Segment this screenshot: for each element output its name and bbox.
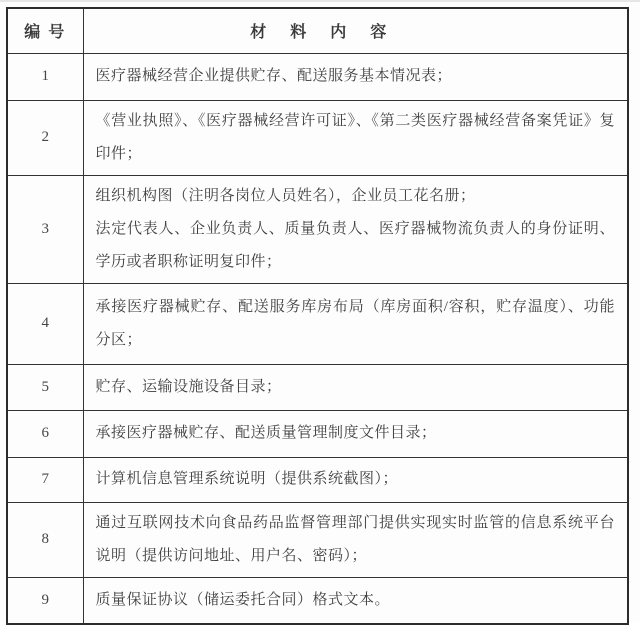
- table-row: [7, 53, 628, 100]
- row-number: 2: [7, 100, 83, 175]
- row-paragraph: 通过互联网技术向食品药品监督管理部门提供实现实时监管的信息系统平台说明（提供访问地址、用户名、密码）；: [95, 514, 615, 564]
- row-number: 9: [7, 577, 83, 624]
- row-number: 6: [7, 410, 83, 457]
- table-row: [7, 175, 628, 283]
- row-paragraph: 质量保证协议（储运委托合同）格式文本。: [95, 591, 391, 608]
- row-content: [83, 577, 628, 624]
- scan-artifact: [0, 0, 640, 2]
- row-content: [83, 53, 628, 100]
- row-content: [83, 283, 628, 364]
- row-paragraph: 承接医疗器械贮存、配送服务库房布局（库房面积/容积，贮存温度）、功能分区；: [95, 298, 615, 348]
- row-content: [83, 457, 628, 502]
- row-paragraph: 计算机信息管理系统说明（提供系统截图）；: [95, 471, 399, 487]
- table-row: [7, 410, 628, 457]
- row-paragraph: 承接医疗器械贮存、配送质量管理制度文件目录；: [95, 425, 437, 441]
- table-header-row: [7, 8, 628, 53]
- row-content: [83, 410, 628, 457]
- row-paragraph: 《营业执照》、《医疗器械经营许可证》、《第二类医疗器械经营备案凭证》复印件；: [95, 112, 615, 162]
- table-row: [7, 502, 628, 577]
- row-content: [83, 364, 628, 410]
- row-number: 5: [7, 364, 83, 410]
- row-number: 4: [7, 283, 83, 364]
- row-paragraph: 组织机构图（注明各岗位人员姓名），企业员工花名册；: [95, 187, 476, 204]
- row-content: [83, 100, 628, 175]
- table-row: [7, 100, 628, 175]
- table-row: [7, 283, 628, 364]
- header-content-label: 材 料 内 容: [83, 8, 628, 53]
- table-row: [7, 364, 628, 410]
- row-paragraph: 法定代表人、企业负责人、质量负责人、医疗器械物流负责人的身份证明、学历或者职称证明复印件；: [95, 220, 615, 270]
- table-row: [7, 577, 628, 624]
- materials-table: [6, 7, 629, 625]
- row-content: [83, 502, 628, 577]
- row-content: [83, 175, 628, 283]
- row-number: 3: [7, 175, 83, 283]
- row-number: 8: [7, 502, 83, 577]
- row-number: 1: [7, 53, 83, 100]
- row-paragraph: 医疗器械经营企业提供贮存、配送服务基本情况表；: [95, 68, 453, 84]
- header-number-label: 编 号: [7, 8, 83, 53]
- row-number: 7: [7, 457, 83, 502]
- table-row: [7, 457, 628, 502]
- row-paragraph: 贮存、运输设施设备目录；: [95, 378, 282, 395]
